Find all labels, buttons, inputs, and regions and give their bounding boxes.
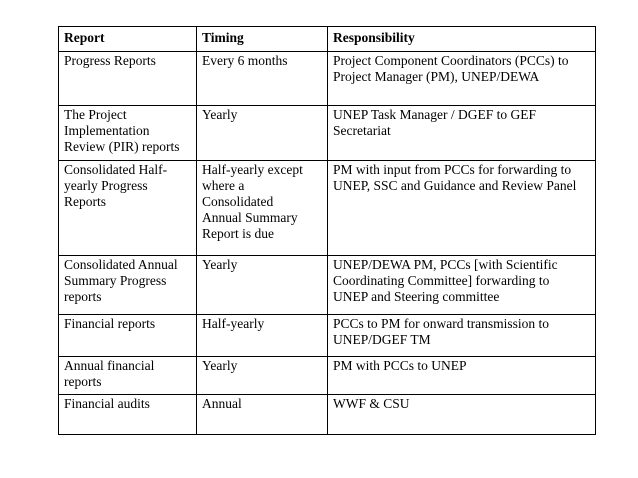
cell-responsibility-text: Project Component Coordinators (PCCs) to Project Manager (PM), UNEP/DEWA xyxy=(333,53,569,84)
cell-timing-text: Yearly xyxy=(202,107,238,122)
cell-report-text: Financial audits xyxy=(64,396,150,411)
cell-timing-text: Yearly xyxy=(202,358,238,373)
cell-report-text: Consolidated Annual Summary Progress reports xyxy=(64,257,178,304)
cell-report-text: Progress Reports xyxy=(64,53,156,68)
table-row xyxy=(59,52,596,106)
cell-report-text: Financial reports xyxy=(64,316,156,331)
header-timing: Timing xyxy=(197,27,328,52)
cell-timing-text: Half-yearly xyxy=(202,316,265,331)
cell-responsibility xyxy=(328,395,596,435)
cell-timing xyxy=(197,357,328,395)
header-responsibility: Responsibility xyxy=(328,27,596,52)
cell-report-text: The Project Implementation Review (PIR) reports xyxy=(64,107,180,154)
cell-responsibility-text: UNEP Task Manager / DGEF to GEF Secretariat xyxy=(333,107,537,138)
cell-timing-text: Every 6 months xyxy=(202,53,288,68)
cell-timing xyxy=(197,106,328,161)
table-row xyxy=(59,395,596,435)
cell-report-text: Consolidated Half- yearly Progress Reports xyxy=(64,162,168,209)
cell-timing xyxy=(197,52,328,106)
cell-timing xyxy=(197,315,328,357)
cell-report xyxy=(59,106,197,161)
table-row xyxy=(59,256,596,315)
table-header-row xyxy=(59,27,596,52)
cell-responsibility xyxy=(328,315,596,357)
cell-responsibility-text: UNEP/DEWA PM, PCCs [with Scientific Coordinating Committee] forwarding to UNEP and Steering committee xyxy=(333,257,558,304)
table-row xyxy=(59,161,596,256)
cell-responsibility-text: WWF & CSU xyxy=(333,396,410,411)
cell-report xyxy=(59,161,197,256)
cell-timing xyxy=(197,256,328,315)
cell-timing xyxy=(197,161,328,256)
cell-responsibility xyxy=(328,106,596,161)
cell-timing-text: Yearly xyxy=(202,257,238,272)
cell-report xyxy=(59,52,197,106)
cell-responsibility xyxy=(328,161,596,256)
header-report: Report xyxy=(59,27,197,52)
table-row xyxy=(59,315,596,357)
cell-report xyxy=(59,395,197,435)
cell-responsibility xyxy=(328,52,596,106)
cell-timing-text: Annual xyxy=(202,396,242,411)
cell-report-text: Annual financial reports xyxy=(64,358,155,389)
cell-report xyxy=(59,357,197,395)
cell-responsibility xyxy=(328,256,596,315)
table-row xyxy=(59,106,596,161)
reporting-table xyxy=(58,26,596,435)
table-row xyxy=(59,357,596,395)
cell-report xyxy=(59,315,197,357)
cell-responsibility xyxy=(328,357,596,395)
cell-responsibility-text: PCCs to PM for onward transmission to UNEP/DGEF TM xyxy=(333,316,550,347)
cell-report xyxy=(59,256,197,315)
cell-timing xyxy=(197,395,328,435)
cell-responsibility-text: PM with input from PCCs for forwarding to UNEP, SSC and Guidance and Review Panel xyxy=(333,162,577,193)
cell-timing-text: Half-yearly except where a Consolidated Annual Summary Report is due xyxy=(202,162,303,241)
cell-responsibility-text: PM with PCCs to UNEP xyxy=(333,358,467,373)
